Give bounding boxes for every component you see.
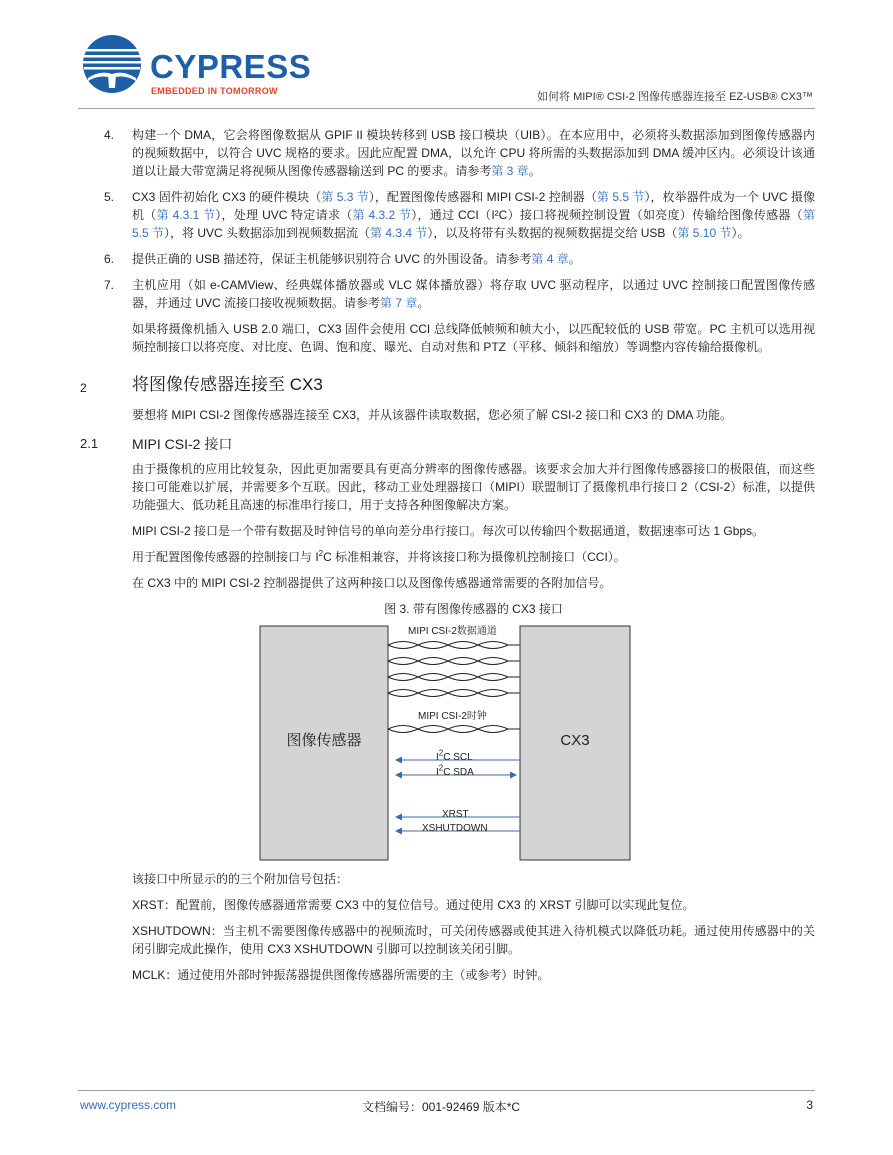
- list-text: ），处理 UVC 特定请求（: [215, 208, 353, 222]
- section-intro: 要想将 MIPI CSI-2 图像传感器连接至 CX3，并从该器件读取数据，您必须了解 CSI-2 接口和 CX3 的 DMA 功能。: [132, 408, 733, 422]
- list-text: ），配置图像传感器和 MIPI CSI-2 控制器（: [368, 190, 597, 204]
- section-heading: [80, 374, 815, 396]
- cx3-interface-diagram: [260, 624, 632, 860]
- text: I: [436, 767, 439, 778]
- list-text: ），通过 CCI（I²C）接口将视频控制设置（如亮度）传输给图像传感器（: [411, 208, 803, 222]
- superscript: 2: [318, 549, 324, 558]
- xrst-label: XRST: [442, 809, 469, 820]
- text: 用于配置图像传感器的控制接口与 I: [132, 550, 319, 564]
- list-item: [80, 250, 815, 268]
- text: I: [436, 752, 439, 763]
- cx3-label: CX3: [560, 732, 590, 749]
- document-number: 文档编号：001-92469 版本*C: [362, 1100, 521, 1114]
- list-text: 构建一个 DMA，它会将图像数据从 GPIF II 模块转移到 USB 接口模块（UIB）。在本应用中，必须将头数据添加到图像传感器内的视频数据中，以符合 UVC 规格的要求。因此应配置 DMA，以允许 CPU 将所需的头数据添加到 DMA 缓冲区内。必须设计该通道以让最大带宽满足将视频从图像传感器输送到 PC 的要求。请参考: [132, 128, 815, 178]
- cypress-logo: [78, 34, 312, 98]
- text: C SDA: [443, 767, 474, 778]
- section-link[interactable]: 第 4.3.4 节: [370, 226, 428, 240]
- signals-intro: 该接口中所显示的的三个附加信号包括：: [132, 872, 349, 886]
- logo-wordmark: CYPRESS: [150, 48, 312, 85]
- section-link[interactable]: 第 5.5 节: [132, 208, 816, 240]
- section-title: 将图像传感器连接至 CX3: [132, 375, 323, 394]
- list-item: [80, 276, 815, 312]
- list-number: 4.: [104, 128, 115, 142]
- i2c-sda-label: [436, 764, 474, 782]
- superscript: 2: [438, 763, 444, 773]
- document-title: 如何将 MIPI® CSI-2 图像传感器连接至 EZ-USB® CX3™: [537, 91, 813, 103]
- xshutdown-label: XSHUTDOWN: [422, 823, 488, 834]
- section-link[interactable]: 第 5.5 节: [596, 190, 645, 204]
- list-text: 提供正确的 USB 描述符，保证主机能够识别符合 UVC 的外围设备。请参考: [132, 252, 532, 266]
- list-text-end: 。: [417, 296, 430, 310]
- page-number: 3: [806, 1098, 813, 1112]
- website-link[interactable]: www.cypress.com: [80, 1098, 177, 1112]
- list-number: 7.: [104, 278, 115, 292]
- xshutdown-description: XSHUTDOWN：当主机不需要图像传感器中的视频流时，可关闭传感器或使其进入待机模式以降低功耗。通过使用传感器中的关闭引脚完成此操作，使用 CX3 XSHUTDOWN 引脚可以控制该关闭引脚。: [132, 924, 815, 956]
- mclk-description: MCLK：通过使用外部时钟振荡器提供图像传感器所需要的主（或参考）时钟。: [132, 968, 550, 982]
- section-link[interactable]: 第 4.3.1 节: [156, 208, 216, 222]
- data-lanes-label: MIPI CSI-2数据通道: [408, 626, 497, 637]
- paragraph: [80, 548, 815, 566]
- list-text-end: 。: [528, 164, 541, 178]
- footer-divider: [78, 1090, 815, 1091]
- text: C 标准相兼容，并将该接口称为摄像机控制接口（CCI）。: [323, 550, 626, 564]
- superscript: 2: [438, 748, 444, 758]
- list-text: 主机应用（如 e-CAMView、经典媒体播放器或 VLC 媒体播放器）将存取 UVC 驱动程序，以通过 UVC 控制接口配置图像传感器，并通过 UVC 流接口接收视频数据。请参考: [132, 278, 815, 310]
- subsection-heading: [80, 434, 815, 454]
- data-lane-pairs: [388, 642, 520, 697]
- list-text: CX3 固件初始化 CX3 的硬件模块（: [132, 190, 322, 204]
- list-item: [80, 188, 815, 242]
- list-text: ），枚举器件成为一个 UVC 摄像机（: [132, 190, 815, 222]
- paragraph: 由于摄像机的应用比较复杂，因此更加需要具有更高分辨率的图像传感器。该要求会加大并行图像传感器接口的极限值，而这些接口可能难以扩展，并需要多个互联。因此，移动工业处理器接口（MIPI）联盟制订了摄像机串行接口 2（CSI-2）标准，以提供功能强大、低功耗且高速的标准串行接口，用于支持各种图像解决方案。: [132, 462, 815, 512]
- figure-caption: 图 3. 带有图像传感器的 CX3 接口: [384, 602, 563, 616]
- paragraph-usb2: 如果将摄像机插入 USB 2.0 端口，CX3 固件会使用 CCI 总线降低帧频和帧大小，以匹配较低的 USB 带宽。PC 主机可以选用视频控制接口以将亮度、对比度、色调、饱和度、曝光、自动对焦和 PTZ（平移、倾斜和缩放）等调整内容传输给摄像机。: [132, 322, 816, 354]
- section-link[interactable]: 第 5.3 节: [321, 190, 369, 204]
- header-divider: [78, 108, 815, 109]
- clock-lane-pair: [388, 726, 520, 733]
- list-text: ），以及将带有头数据的视频数据提交给 USB（: [427, 226, 678, 240]
- text: C SCL: [443, 752, 473, 763]
- chapter-link[interactable]: 第 3 章: [491, 164, 529, 178]
- list-text: ）。: [731, 226, 750, 240]
- subsection-title: MIPI CSI-2 接口: [132, 436, 233, 452]
- paragraph: MIPI CSI-2 接口是一个带有数据及时钟信号的单向差分串行接口。每次可以传输四个数据通道，数据速率可达 1 Gbps。: [132, 524, 765, 538]
- paragraph: 在 CX3 中的 MIPI CSI-2 控制器提供了这两种接口以及图像传感器通常需要的各附加信号。: [132, 576, 612, 590]
- xrst-description: XRST：配置前，图像传感器通常需要 CX3 中的复位信号。通过使用 CX3 的 XRST 引脚可以实现此复位。: [132, 898, 695, 912]
- list-text: ），将 UVC 头数据添加到视频数据流（: [164, 226, 371, 240]
- chapter-link[interactable]: 第 4 章: [531, 252, 569, 266]
- list-number: 6.: [104, 252, 115, 266]
- section-link[interactable]: 第 4.3.2 节: [352, 208, 412, 222]
- section-number: 2: [80, 381, 87, 395]
- clock-label: MIPI CSI-2时钟: [418, 711, 487, 722]
- logo-tagline: EMBEDDED IN TOMORROW: [151, 86, 278, 96]
- list-item: [80, 126, 815, 180]
- image-sensor-label: 图像传感器: [286, 732, 362, 749]
- list-text-end: 。: [568, 252, 581, 266]
- subsection-number: 2.1: [80, 436, 99, 451]
- chapter-link[interactable]: 第 7 章: [380, 296, 418, 310]
- list-number: 5.: [104, 190, 115, 204]
- section-link[interactable]: 第 5.10 节: [677, 226, 732, 240]
- page-body: [80, 126, 815, 992]
